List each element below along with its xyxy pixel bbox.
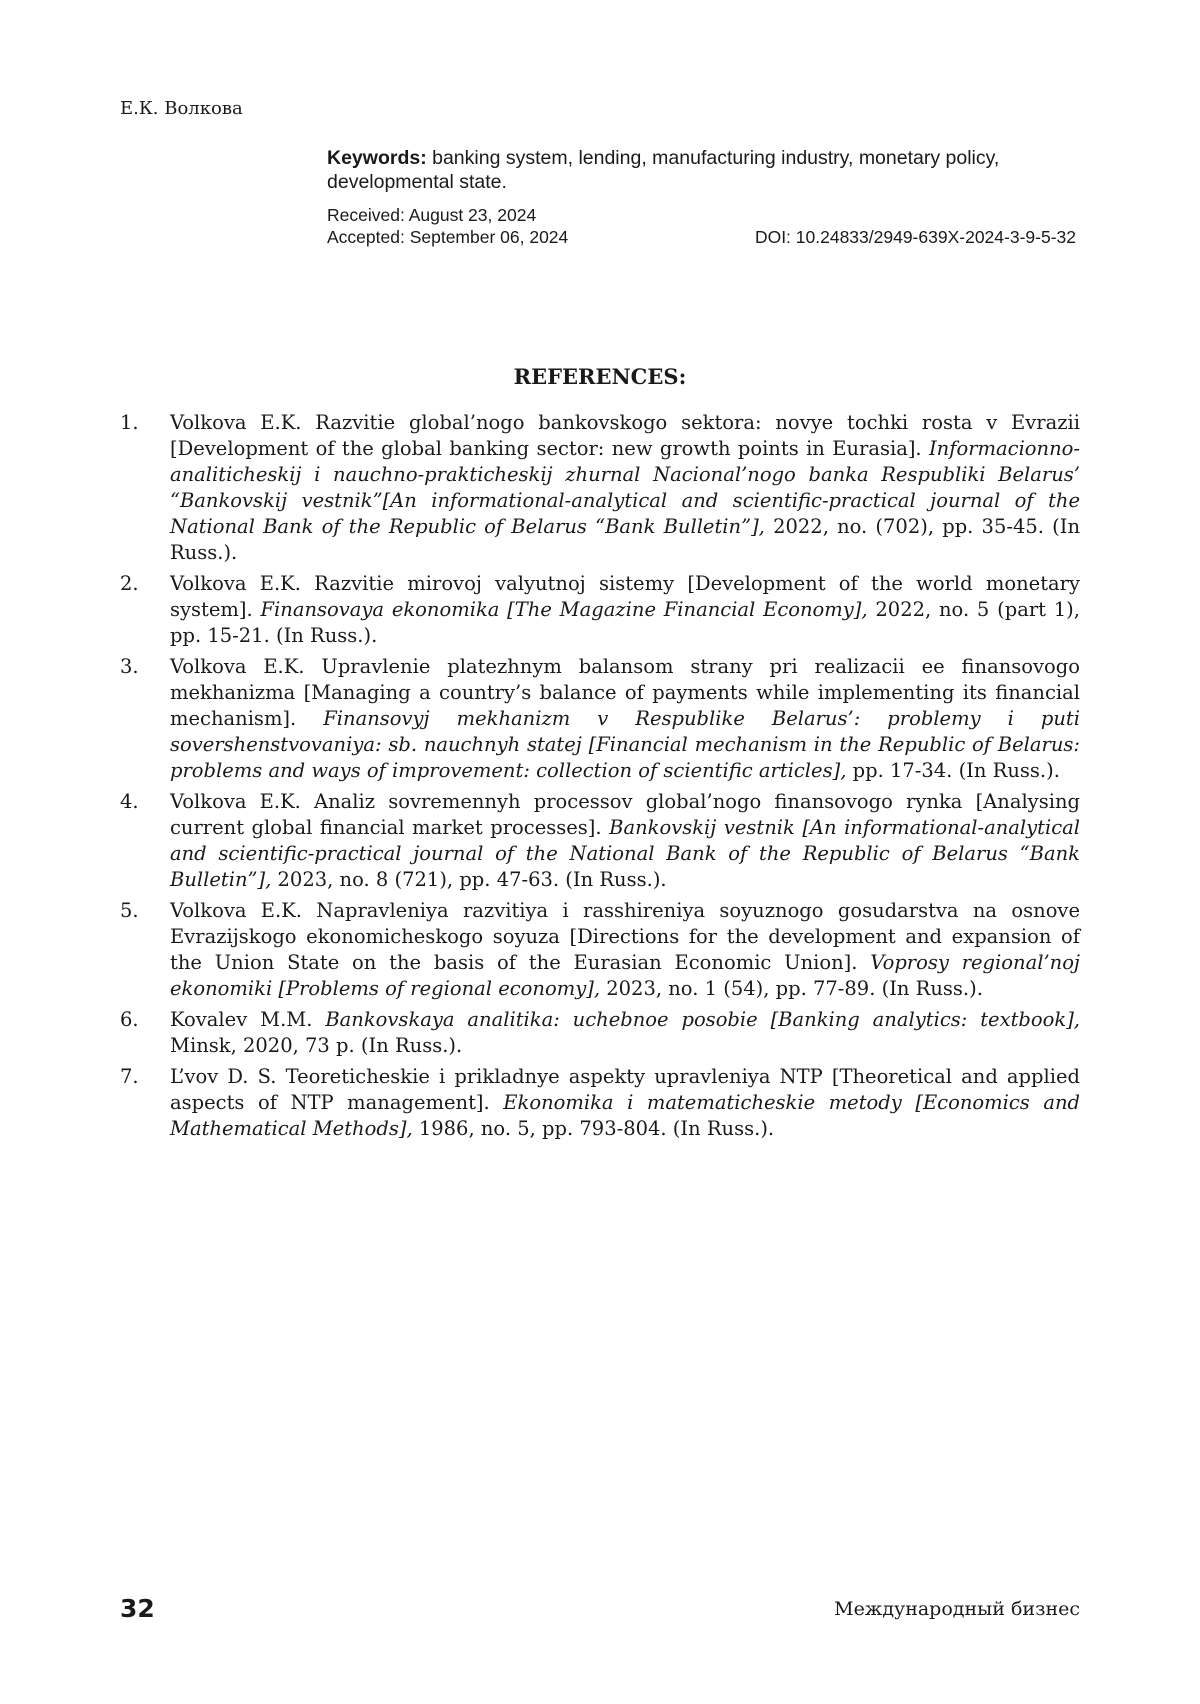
reference-text: L’vov D. S. Teoreticheskie i prikladnye aspekty upravleniya NTP [Theoretical and applied aspects of NTP management]. xyxy=(170,1065,1080,1114)
references-list xyxy=(120,410,1080,1147)
reference-item xyxy=(120,898,1080,1002)
reference-item xyxy=(120,654,1080,784)
reference-item xyxy=(120,789,1080,893)
reference-source: Bankovskaya analitika: uchebnoe posobie [Banking analytics: textbook], xyxy=(325,1008,1081,1031)
reference-source: Voprosy regional’noj ekonomiki [Problems of regional economy], xyxy=(170,951,1080,1000)
received-date: Received: August 23, 2024 xyxy=(327,205,537,225)
reference-source: Ekonomika i matematicheskie metody [Economics and Mathematical Methods], xyxy=(170,1091,1080,1140)
reference-source: Bankovskij vestnik [An informational-analytical and scientific-practical journal of the National Bank of the Republic of Belarus “Bank Bulletin”], xyxy=(170,816,1080,891)
reference-number: 2. xyxy=(120,572,139,595)
reference-text: Kovalev M.M. xyxy=(170,1008,326,1031)
reference-text: Volkova E.K. Upravlenie platezhnym balansom strany pri realizacii ee finansovogo mekhanizma [Managing a country’s balance of payments while implementing its financial mechanism]. xyxy=(170,655,1080,730)
reference-number: 5. xyxy=(120,899,139,922)
reference-details: pp. 17-34. (In Russ.). xyxy=(846,759,1060,782)
article-meta xyxy=(327,146,1084,248)
reference-text: Volkova E.K. Razvitie global’nogo bankovskogo sektora: novye tochki rosta v Evrazii [Development of the global banking sector: new growth points in Eurasia]. xyxy=(170,411,1080,460)
doi: DOI: 10.24833/2949-639X-2024-3-9-5-32 xyxy=(754,227,1076,247)
journal-name: Международный бизнес xyxy=(834,1598,1080,1620)
reference-text: Volkova E.K. Analiz sovremennyh processov global’nogo finansovogo rynka [Analysing current global financial market processes]. xyxy=(170,790,1080,839)
reference-source: Finansovyj mekhanizm v Respublike Belarus’: problemy i puti sovershenstvovaniya: sb. nauchnyh statej [Financial mechanism in the Republic of Belarus: problems and ways of improvement: collection of scientific articles], xyxy=(170,707,1081,782)
reference-details: 2022, no. (702), pp. 35-45. (In Russ.). xyxy=(170,515,1081,564)
reference-number: 3. xyxy=(120,655,139,678)
references-heading: REFERENCES: xyxy=(513,364,687,389)
page-number: 32 xyxy=(120,1594,155,1623)
reference-number: 1. xyxy=(120,411,139,434)
reference-details: Minsk, 2020, 73 p. (In Russ.). xyxy=(170,1034,463,1057)
reference-details: 2022, no. 5 (part 1), pp. 15-21. (In Russ.). xyxy=(170,598,1080,647)
reference-number: 7. xyxy=(120,1065,139,1088)
keywords xyxy=(327,146,1084,194)
reference-details: 1986, no. 5, pp. 793-804. (In Russ.). xyxy=(412,1117,775,1140)
reference-item xyxy=(120,1007,1080,1059)
reference-text: Volkova E.K. Napravleniya razvitiya i rasshireniya soyuznogo gosudarstva na osnove Evrazijskogo ekonomicheskogo soyuza [Directions for the development and expansion of the Union State on the basis of the Eurasian Economic Union]. xyxy=(170,899,1080,974)
reference-item xyxy=(120,1064,1080,1142)
reference-details: 2023, no. 8 (721), pp. 47-63. (In Russ.). xyxy=(271,868,667,891)
reference-text: Volkova E.K. Razvitie mirovoj valyutnoj sistemy [Development of the world monetary system]. xyxy=(170,572,1080,621)
reference-item xyxy=(120,571,1080,649)
reference-source: Informacionno-analiticheskij i nauchno-prakticheskij zhurnal Nacional’nogo banka Respubliki Belarus’ “Bankovskij vestnik”[An informational-analytical and scientific-practical journal of the National Bank of the Republic of Belarus “Bank Bulletin”], xyxy=(170,437,1080,538)
accepted-date: Accepted: September 06, 2024 xyxy=(327,227,569,247)
keywords-label: Keywords: xyxy=(327,147,427,169)
reference-details: 2023, no. 1 (54), pp. 77-89. (In Russ.). xyxy=(600,977,983,1000)
reference-number: 4. xyxy=(120,790,139,813)
dates-block xyxy=(327,204,1084,248)
reference-number: 6. xyxy=(120,1008,139,1031)
reference-item xyxy=(120,410,1080,566)
running-head-author: Е.К. Волкова xyxy=(120,98,243,119)
reference-source: Finansovaya ekonomika [The Magazine Financial Economy], xyxy=(260,598,868,621)
keywords-text: banking system, lending, manufacturing industry, monetary policy, developmental state. xyxy=(327,147,1000,193)
